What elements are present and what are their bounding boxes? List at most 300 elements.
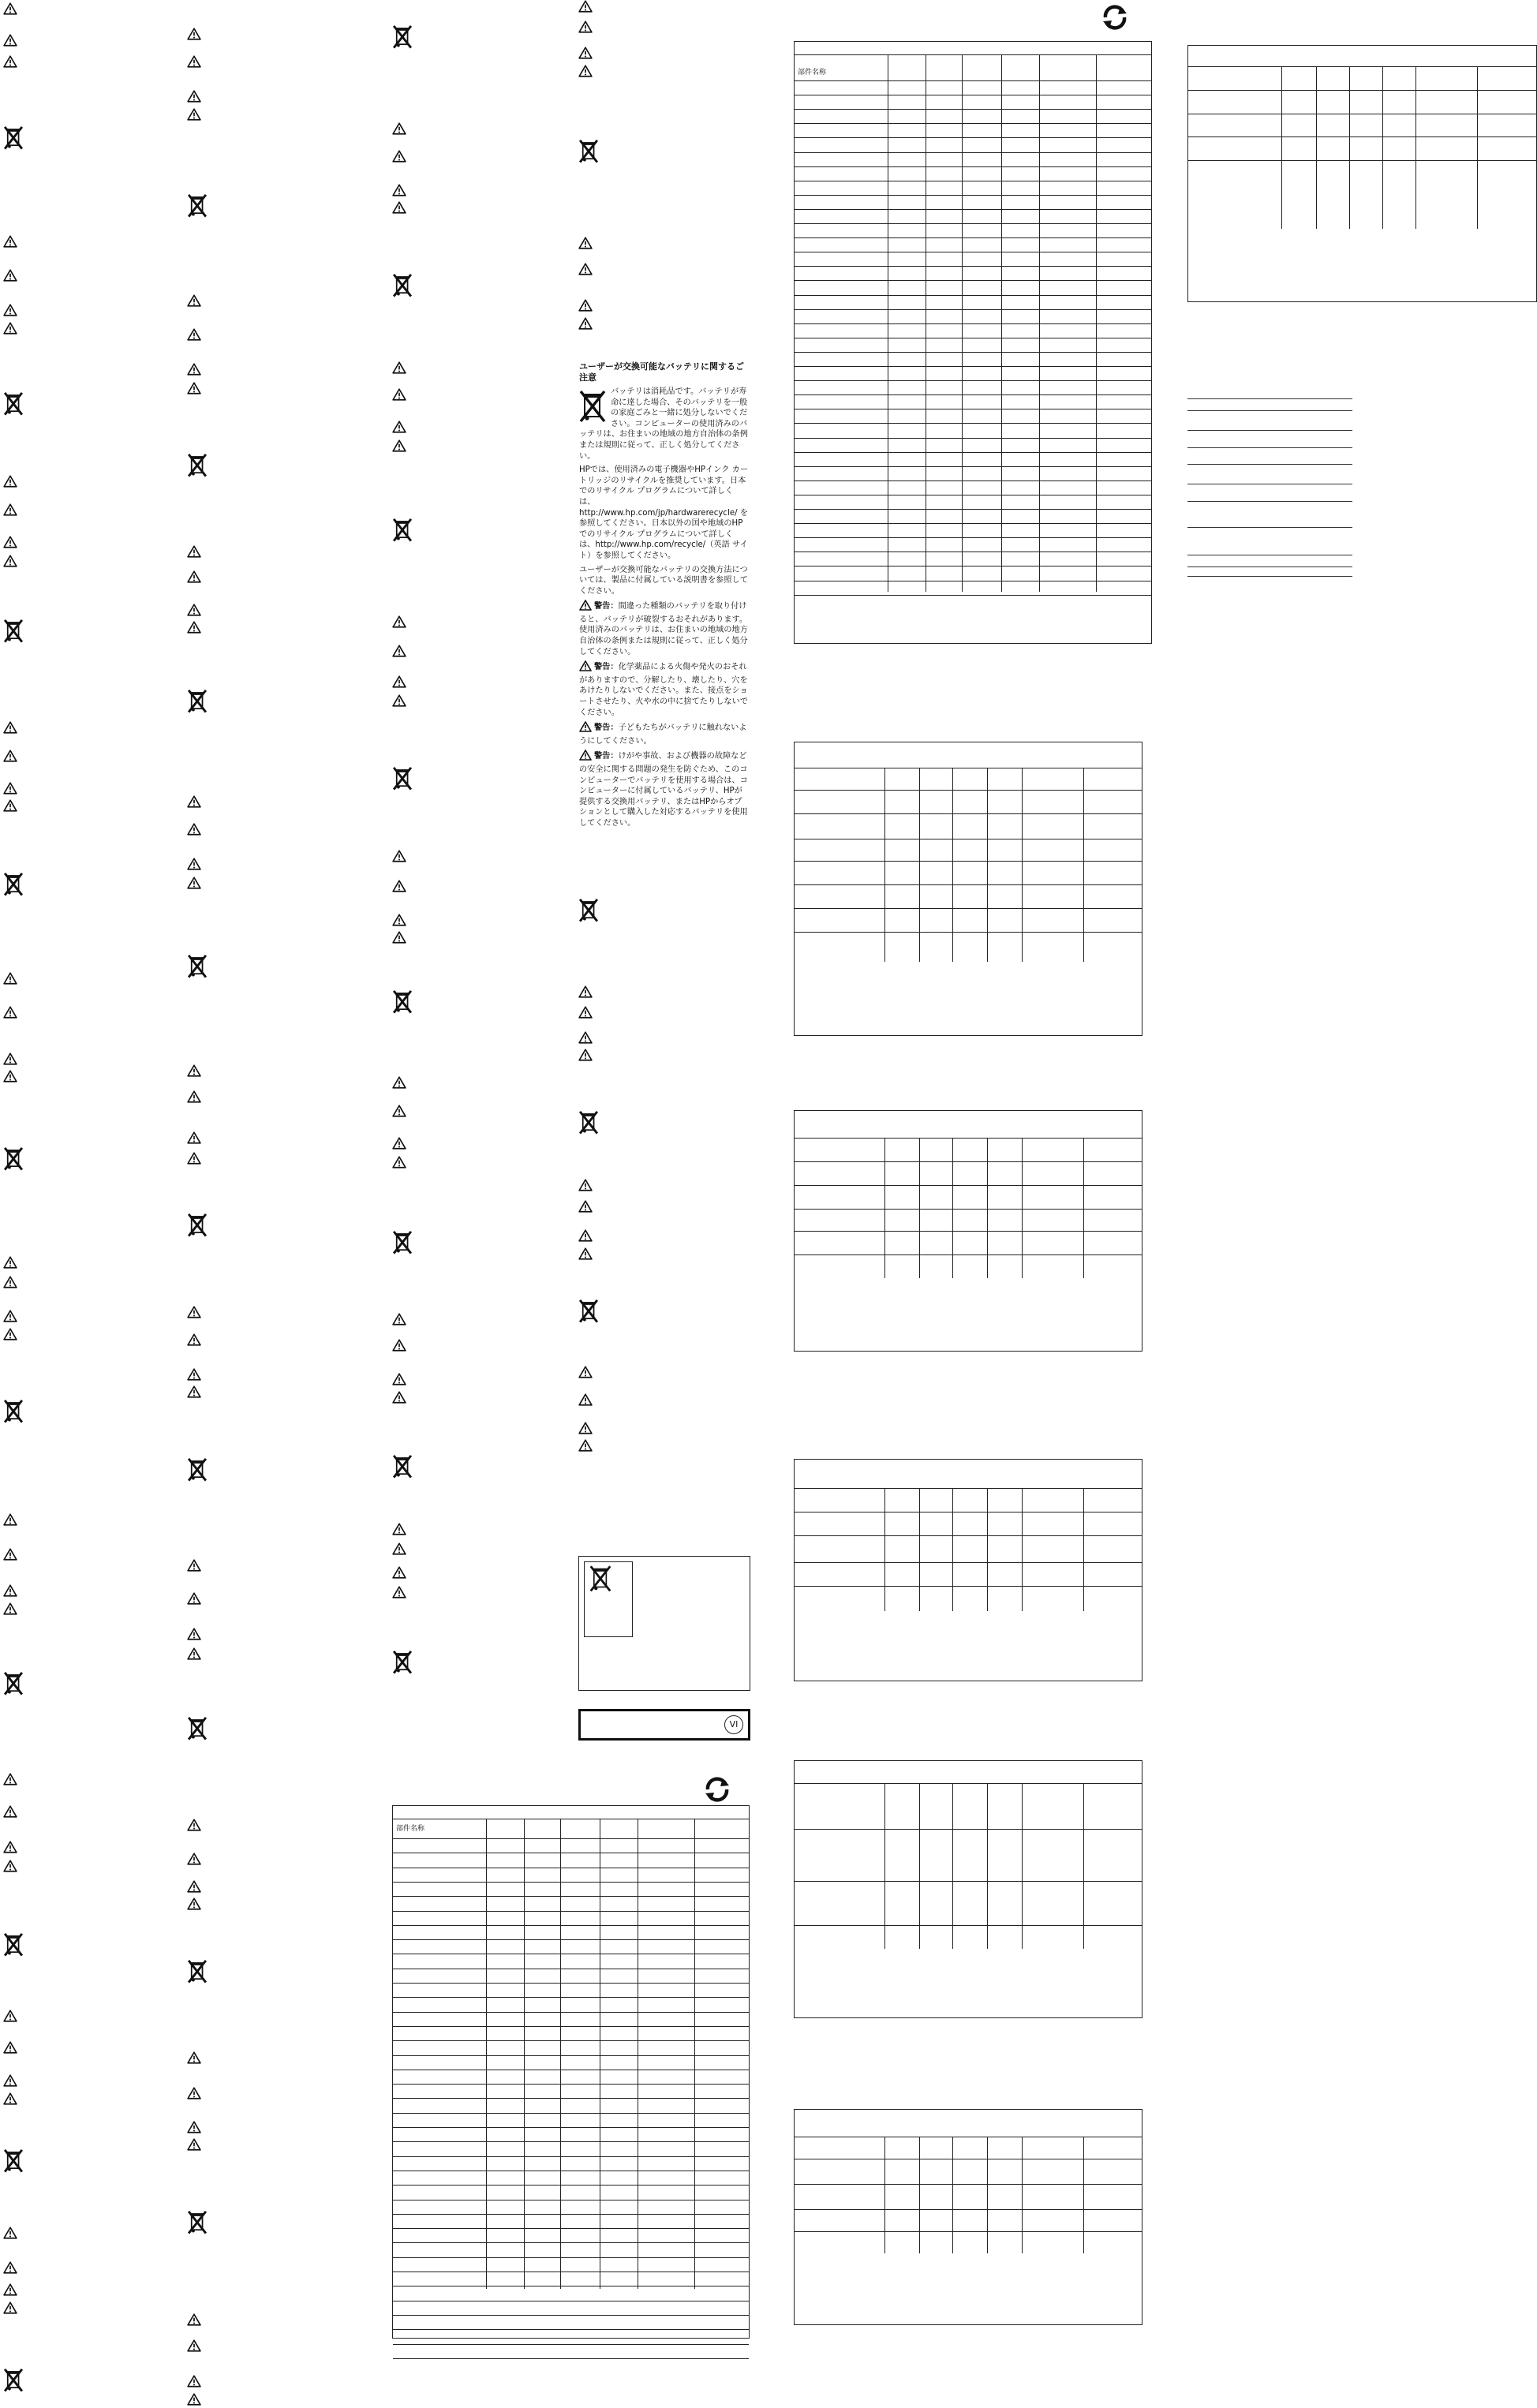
blank-line (1187, 430, 1352, 431)
warning-triangle-icon (3, 34, 17, 47)
crossed-bin-icon (3, 2367, 24, 2392)
table-rule (884, 1138, 885, 1278)
warning-triangle-icon (3, 1070, 17, 1082)
warning-triangle-icon (187, 1592, 201, 1605)
table-rule (795, 932, 1142, 933)
table-rule (795, 1209, 1142, 1210)
table-rule (393, 1939, 749, 1940)
crossed-bin-icon (3, 125, 24, 150)
table-rule (795, 295, 1151, 296)
warning-triangle-icon (187, 2375, 201, 2387)
table-rule (795, 2209, 1142, 2210)
table-rule (884, 2137, 885, 2253)
crossed-bin-icon (3, 1931, 24, 1957)
warning-triangle-icon (187, 2051, 201, 2064)
warning-triangle-icon (578, 1049, 593, 1061)
weee-label-box (578, 1556, 750, 1691)
warning-triangle-icon (187, 1306, 201, 1318)
table-rule (393, 2040, 749, 2041)
warning-triangle-icon (187, 877, 201, 889)
warning-triangle-icon (392, 880, 406, 892)
warning-triangle-icon (578, 1200, 593, 1213)
warning-triangle-icon (187, 328, 201, 341)
warning-triangle-icon (392, 388, 406, 401)
blank-line (1187, 410, 1352, 411)
warning-triangle-icon (187, 2087, 201, 2100)
battery-warning-1 (579, 600, 748, 657)
warning-triangle-icon (187, 795, 201, 808)
warning-triangle-icon (3, 2227, 17, 2239)
table-rule (795, 908, 1142, 909)
warning-triangle-icon (3, 1584, 17, 1597)
table-rule (795, 480, 1151, 481)
crossed-bin-icon (392, 989, 413, 1014)
warning-triangle-icon (3, 1006, 17, 1019)
table-rule (1083, 2137, 1084, 2253)
crossed-bin-icon (187, 193, 208, 218)
warning-triangle-icon (578, 1006, 593, 1019)
table-rule (393, 2026, 749, 2027)
battery-notice-para2: HPでは、使用済みの電子機器やHPインク カートリッジのリサイクルを推奨しています。日本でのリサイクル プログラムについて詳しくは、http://www.hp.com/jp/hardwarerecycle/ を参照してください。日本以外の国や地域のHPでのリサイクル プログラムについて詳しくは、http://www.hp.com/recycle/（英語 サイト）を参照してください。 (579, 466, 749, 560)
warning-triangle-icon (3, 1860, 17, 1872)
table-rule (393, 2012, 749, 2013)
table-rule (795, 309, 1151, 310)
table-rule (952, 1783, 953, 1949)
warning-triangle-icon (187, 1898, 201, 1910)
warning-triangle-icon (187, 294, 201, 307)
warning-triangle-icon (578, 237, 593, 249)
table-rule (393, 2156, 749, 2157)
substance-table (794, 1110, 1142, 1352)
table-rule (1188, 66, 1536, 67)
table-rule (795, 266, 1151, 267)
warning-triangle-icon (578, 1247, 593, 1260)
warning-triangle-icon (578, 1439, 593, 1452)
blank-line (1187, 501, 1352, 502)
warning-triangle-icon (392, 1156, 406, 1168)
table-rule (1188, 160, 1536, 161)
table-rule (795, 1881, 1142, 1882)
warning-triangle-icon (392, 421, 406, 433)
table-rule (694, 1819, 695, 2289)
warning-triangle-icon (578, 0, 593, 13)
warning-triangle-icon (3, 2074, 17, 2087)
warning-triangle-icon (578, 1031, 593, 1044)
warning-triangle-icon (578, 317, 593, 330)
warning-triangle-icon (579, 721, 592, 736)
warning-triangle-icon (187, 1333, 201, 1346)
table-rule (393, 2127, 749, 2128)
warning-triangle-icon (187, 1090, 201, 1103)
warning-triangle-icon (3, 304, 17, 316)
warning-triangle-icon (187, 1819, 201, 1831)
table-rule (952, 2137, 953, 2253)
warning-triangle-icon (187, 90, 201, 103)
recycle-icon (701, 1774, 733, 1805)
table-rule (393, 2242, 749, 2243)
crossed-bin-icon (392, 24, 413, 49)
table-rule (393, 2344, 749, 2345)
warning-triangle-icon (187, 382, 201, 394)
table-rule (393, 1997, 749, 1998)
warning-triangle-icon (392, 1076, 406, 1089)
warning-triangle-icon (392, 931, 406, 944)
warning-triangle-icon (3, 1256, 17, 1269)
table-rule (393, 2113, 749, 2114)
warning-triangle-icon (578, 1393, 593, 1406)
warning-triangle-icon (392, 1339, 406, 1352)
table-rule (795, 1535, 1142, 1536)
table-rule (795, 223, 1151, 224)
warning-text: 間違った種類のバッテリを取り付けると、バッテリが破裂するおそれがあります。使用済みのバッテリは、お住まいの地域の地方自治体の条例または規則に従って、正しく処分してください。 (579, 602, 748, 656)
warning-triangle-icon (3, 721, 17, 734)
crossed-bin-icon (187, 1958, 208, 1984)
warning-triangle-icon (3, 269, 17, 282)
crossed-bin-icon (392, 1649, 413, 1674)
warning-triangle-icon (187, 1628, 201, 1640)
substance-table (794, 742, 1142, 1036)
table-rule (1188, 136, 1536, 137)
warning-triangle-icon (3, 1602, 17, 1615)
warning-triangle-icon (187, 1647, 201, 1660)
warning-triangle-icon (578, 1229, 593, 1242)
warning-triangle-icon (187, 545, 201, 558)
warning-triangle-icon (3, 1548, 17, 1561)
table-rule (795, 1488, 1142, 1489)
substance-table (794, 1760, 1142, 2018)
warning-text: 子どもたちがバッテリに触れないようにしてください。 (579, 724, 747, 746)
table-rule (393, 2185, 749, 2186)
warning-triangle-icon (187, 823, 201, 836)
table-rule (1349, 66, 1350, 229)
warning-triangle-icon (3, 1053, 17, 1065)
warning-triangle-icon (187, 2313, 201, 2326)
table-rule (795, 1185, 1142, 1186)
table-rule (795, 209, 1151, 210)
table-rule (393, 2098, 749, 2099)
warning-label: 警告： (594, 602, 619, 611)
warning-triangle-icon (187, 28, 201, 40)
parts-name-header: 部件名称 (396, 1825, 425, 1833)
warning-triangle-icon (187, 2339, 201, 2352)
table-rule (486, 1819, 487, 2289)
warning-triangle-icon (3, 1310, 17, 1322)
table-rule (393, 2257, 749, 2258)
table-rule (795, 523, 1151, 524)
crossed-bin-icon (392, 765, 413, 791)
warning-triangle-icon (392, 361, 406, 374)
table-rule (795, 1254, 1142, 1255)
warning-triangle-icon (392, 1373, 406, 1385)
table-rule (1022, 1138, 1023, 1278)
substance-table (794, 1459, 1142, 1681)
warning-triangle-icon (187, 2393, 201, 2406)
warning-triangle-icon (578, 1179, 593, 1191)
table-rule (884, 768, 885, 962)
table-rule (795, 884, 1142, 885)
warning-triangle-icon (579, 600, 592, 615)
warning-triangle-icon (187, 604, 201, 616)
table-rule (795, 366, 1151, 367)
crossed-bin-icon (187, 953, 208, 978)
warning-triangle-icon (187, 363, 201, 376)
table-rule (795, 423, 1151, 424)
table-rule (795, 380, 1151, 381)
battery-warning-2 (579, 660, 748, 718)
warning-triangle-icon (578, 65, 593, 77)
warning-triangle-icon (187, 1131, 201, 1144)
crossed-bin-icon (578, 1109, 599, 1135)
crossed-bin-icon (3, 391, 24, 416)
table-rule (795, 537, 1151, 538)
table-rule (1382, 66, 1383, 229)
table-rule (1022, 1783, 1023, 1949)
warning-triangle-icon (392, 694, 406, 707)
warning-triangle-icon (3, 2301, 17, 2314)
table-rule (795, 80, 1151, 81)
warning-triangle-icon (392, 645, 406, 657)
table-rule (795, 438, 1151, 439)
table-rule (393, 1882, 749, 1883)
table-rule (393, 2055, 749, 2056)
table-rule (795, 137, 1151, 138)
warning-triangle-icon (3, 782, 17, 795)
crossed-bin-icon (392, 517, 413, 542)
table-rule (393, 1983, 749, 1984)
table-rule (795, 152, 1151, 153)
warning-triangle-icon (3, 1841, 17, 1853)
blank-line (1187, 398, 1352, 399)
table-rule (795, 790, 1142, 791)
warning-triangle-icon (187, 2138, 201, 2151)
hazardous-substance-table (392, 1805, 750, 2339)
warning-triangle-icon (3, 2092, 17, 2105)
warning-triangle-icon (3, 536, 17, 548)
table-rule (795, 595, 1151, 596)
warning-triangle-icon (3, 555, 17, 567)
table-rule (1083, 1138, 1084, 1278)
crossed-bin-icon (3, 1146, 24, 1171)
table-rule (919, 1488, 920, 1611)
crossed-bin-icon (578, 138, 599, 163)
warning-triangle-icon (187, 108, 201, 121)
warning-triangle-icon (392, 201, 406, 214)
hazardous-substance-table (794, 41, 1152, 644)
table-rule (795, 1138, 1142, 1139)
warning-text: 化学薬品による火傷や発火のおそれがありますので、分解したり、壊したり、穴をあけたりしないでください。また、接点をショートさせたり、火や水の中に捨てたりしないでください。 (579, 663, 748, 717)
table-rule (987, 1488, 988, 1611)
table-rule (795, 1586, 1142, 1587)
table-rule (1188, 90, 1536, 91)
crossed-bin-icon (187, 1456, 208, 1482)
warning-triangle-icon (3, 503, 17, 516)
crossed-bin-icon (579, 388, 606, 427)
warning-triangle-icon (187, 1385, 201, 1398)
warning-triangle-icon (187, 1064, 201, 1077)
warning-triangle-icon (3, 1513, 17, 1526)
crossed-bin-icon (578, 1298, 599, 1323)
table-rule (987, 1138, 988, 1278)
warning-triangle-icon (187, 1152, 201, 1165)
crossed-bin-icon (578, 897, 599, 922)
warning-triangle-icon (578, 1366, 593, 1378)
table-rule (795, 195, 1151, 196)
table-rule (795, 323, 1151, 324)
table-rule (795, 452, 1151, 453)
warning-triangle-icon (392, 1586, 406, 1598)
crossed-bin-icon (392, 272, 413, 297)
table-rule (795, 394, 1151, 395)
table-rule (795, 1562, 1142, 1563)
blank-line (1187, 464, 1352, 465)
warning-triangle-icon (187, 1880, 201, 1893)
warning-triangle-icon (3, 235, 17, 248)
table-rule (1083, 1488, 1084, 1611)
efficiency-level-mark: VI (724, 1715, 743, 1734)
crossed-bin-icon (187, 1715, 208, 1741)
warning-triangle-icon (187, 2121, 201, 2133)
table-rule (987, 768, 988, 962)
crossed-bin-icon (392, 1453, 413, 1479)
table-rule (393, 1925, 749, 1926)
substance-table (794, 2109, 1142, 2325)
table-rule (987, 1783, 988, 1949)
table-rule (795, 237, 1151, 238)
table-rule (795, 2231, 1142, 2232)
battery-warning-4 (579, 750, 748, 828)
crossed-bin-icon (187, 452, 208, 477)
warning-triangle-icon (392, 1542, 406, 1555)
table-rule (393, 2141, 749, 2142)
warning-triangle-icon (392, 122, 406, 135)
table-rule (393, 1911, 749, 1912)
crossed-bin-icon (187, 1212, 208, 1237)
warning-triangle-icon (392, 1391, 406, 1404)
warning-triangle-icon (578, 299, 593, 312)
table-rule (952, 1488, 953, 1611)
warning-triangle-icon (187, 1559, 201, 1572)
table-rule (795, 861, 1142, 862)
crossed-bin-icon (3, 1670, 24, 1696)
table-rule (919, 1783, 920, 1949)
warning-triangle-icon (3, 799, 17, 812)
table-rule (795, 54, 1151, 55)
warning-triangle-icon (3, 1773, 17, 1785)
warning-triangle-icon (392, 914, 406, 926)
table-rule (393, 2228, 749, 2229)
warning-triangle-icon (578, 21, 593, 33)
crossed-bin-icon (3, 618, 24, 643)
warning-label: 警告： (594, 752, 619, 761)
warning-triangle-icon (187, 1853, 201, 1865)
table-rule (952, 768, 953, 962)
table-rule (1083, 768, 1084, 962)
table-rule (393, 2358, 749, 2359)
warning-triangle-icon (578, 47, 593, 59)
blank-line (1187, 566, 1352, 567)
warning-triangle-icon (578, 1422, 593, 1434)
table-rule (1477, 66, 1478, 229)
warning-triangle-icon (578, 263, 593, 275)
table-rule (919, 1138, 920, 1278)
table-rule (795, 466, 1151, 467)
blank-line (1187, 527, 1352, 528)
table-rule (1022, 1488, 1023, 1611)
warning-triangle-icon (3, 2, 17, 15)
battery-notice (579, 361, 748, 832)
table-rule (795, 813, 1142, 814)
battery-notice-para1-text: バッテリは消耗品です。バッテリが寿命に達した場合、そのバッテリを一般の家庭ごみと一緒に処分しないでください。コンピューターの使用済みのバッテリは、お住まいの地域の地方自治体の条例または規則に従って、正しく処分してください。 (579, 387, 748, 461)
table-rule (393, 2214, 749, 2215)
energy-efficiency-mark-box (578, 1709, 750, 1741)
table-rule (1281, 66, 1282, 229)
warning-label: 警告： (594, 724, 619, 733)
warning-triangle-icon (187, 55, 201, 68)
warning-triangle-icon (3, 2041, 17, 2054)
battery-warning-3 (579, 721, 748, 746)
table-rule (393, 2084, 749, 2085)
parts-name-header: 部件名称 (798, 69, 827, 77)
table-rule (919, 2137, 920, 2253)
table-rule (795, 2184, 1142, 2185)
blank-line (1187, 576, 1352, 577)
warning-triangle-icon (392, 1523, 406, 1535)
blank-line (1187, 447, 1352, 448)
table-rule (795, 352, 1151, 353)
warning-triangle-icon (392, 1566, 406, 1579)
table-rule (952, 1138, 953, 1278)
battery-notice-title: ユーザーが交換可能なバッテリに関するご注意 (579, 361, 744, 383)
table-rule (795, 166, 1151, 167)
warning-triangle-icon (3, 1328, 17, 1340)
crossed-bin-icon (3, 2148, 24, 2173)
table-rule (795, 1231, 1142, 1232)
warning-triangle-icon (392, 150, 406, 163)
warning-triangle-icon (392, 1137, 406, 1150)
warning-triangle-icon (3, 2261, 17, 2274)
table-rule (795, 1925, 1142, 1926)
table-rule (1316, 66, 1317, 229)
crossed-bin-icon (187, 688, 208, 713)
table-rule (795, 280, 1151, 281)
warning-triangle-icon (3, 2010, 17, 2022)
table-rule (1022, 768, 1023, 962)
warning-triangle-icon (187, 1368, 201, 1381)
warning-triangle-icon (3, 1276, 17, 1288)
table-rule (884, 1488, 885, 1611)
table-rule (393, 2329, 749, 2330)
warning-triangle-icon (187, 621, 201, 634)
table-rule (1083, 1783, 1084, 1949)
warning-triangle-icon (392, 1313, 406, 1326)
warning-triangle-icon (578, 985, 593, 998)
table-rule (560, 1819, 561, 2289)
substance-table (1187, 45, 1537, 302)
table-rule (795, 1829, 1142, 1830)
recycle-icon (1099, 2, 1131, 33)
warning-triangle-icon (187, 570, 201, 583)
warning-triangle-icon (3, 750, 17, 762)
table-rule (962, 54, 963, 592)
table-rule (987, 2137, 988, 2253)
crossed-bin-icon (392, 1229, 413, 1254)
crossed-bin-icon (3, 871, 24, 896)
warning-triangle-icon (3, 322, 17, 335)
crossed-bin-icon (589, 1564, 611, 1595)
table-rule (393, 1896, 749, 1897)
warning-triangle-icon (3, 2283, 17, 2296)
warning-triangle-icon (579, 660, 592, 675)
